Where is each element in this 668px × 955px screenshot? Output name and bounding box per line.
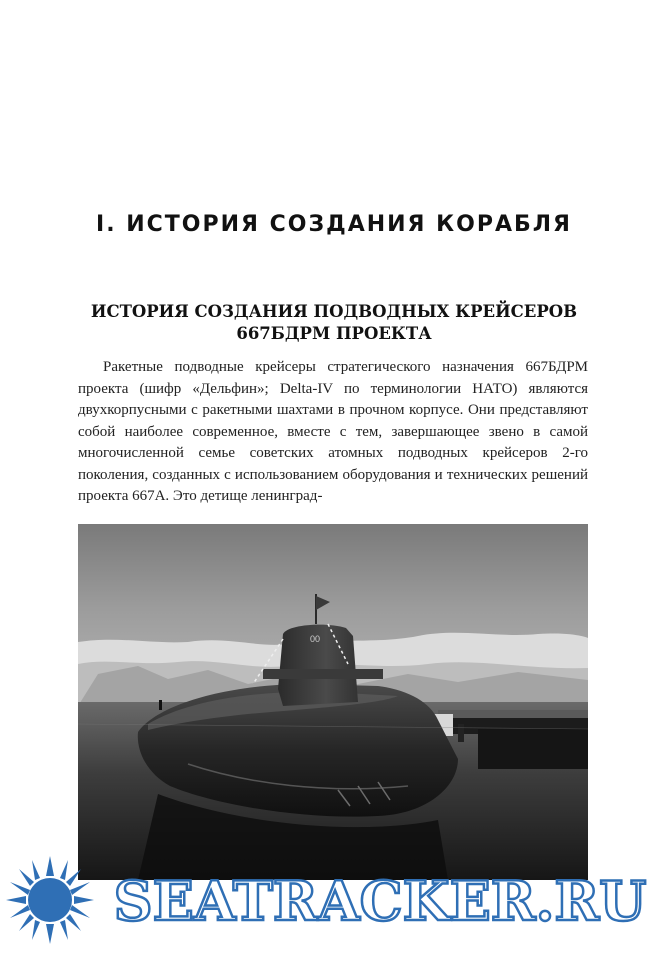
watermark — [0, 848, 668, 950]
body-paragraph: Ракетные подводные крейсеры стратегического назначения 667БДРМ проекта (шифр «Дельфин»; Delta-IV по терминологии НАТО) являются двухкорпусными с ракетными шахтами в прочном корпусе. Они представляют собой наиболее современное, вместе с тем, завершающее звено в самой многочисленной семье советских атомных подводных крейсеров 2-го поколения, созданных с использованием оборудования и технических решений проекта 667А. Это детище ленинград- — [78, 359, 588, 504]
submarine-photo — [78, 524, 588, 880]
sail-marking: 00 — [310, 634, 321, 644]
section-title — [60, 301, 608, 345]
watermark-text: SEATRACKER.RU — [113, 869, 647, 933]
chapter-title: I. ИСТОРИЯ СОЗДАНИЯ КОРАБЛЯ — [96, 212, 572, 237]
sun-logo-icon — [6, 856, 94, 944]
section-title-line-1: ИСТОРИЯ СОЗДАНИЯ ПОДВОДНЫХ КРЕЙСЕРОВ — [90, 302, 578, 321]
body-text — [78, 357, 588, 508]
section-title-line-2: 667БДРМ ПРОЕКТА — [236, 324, 432, 343]
